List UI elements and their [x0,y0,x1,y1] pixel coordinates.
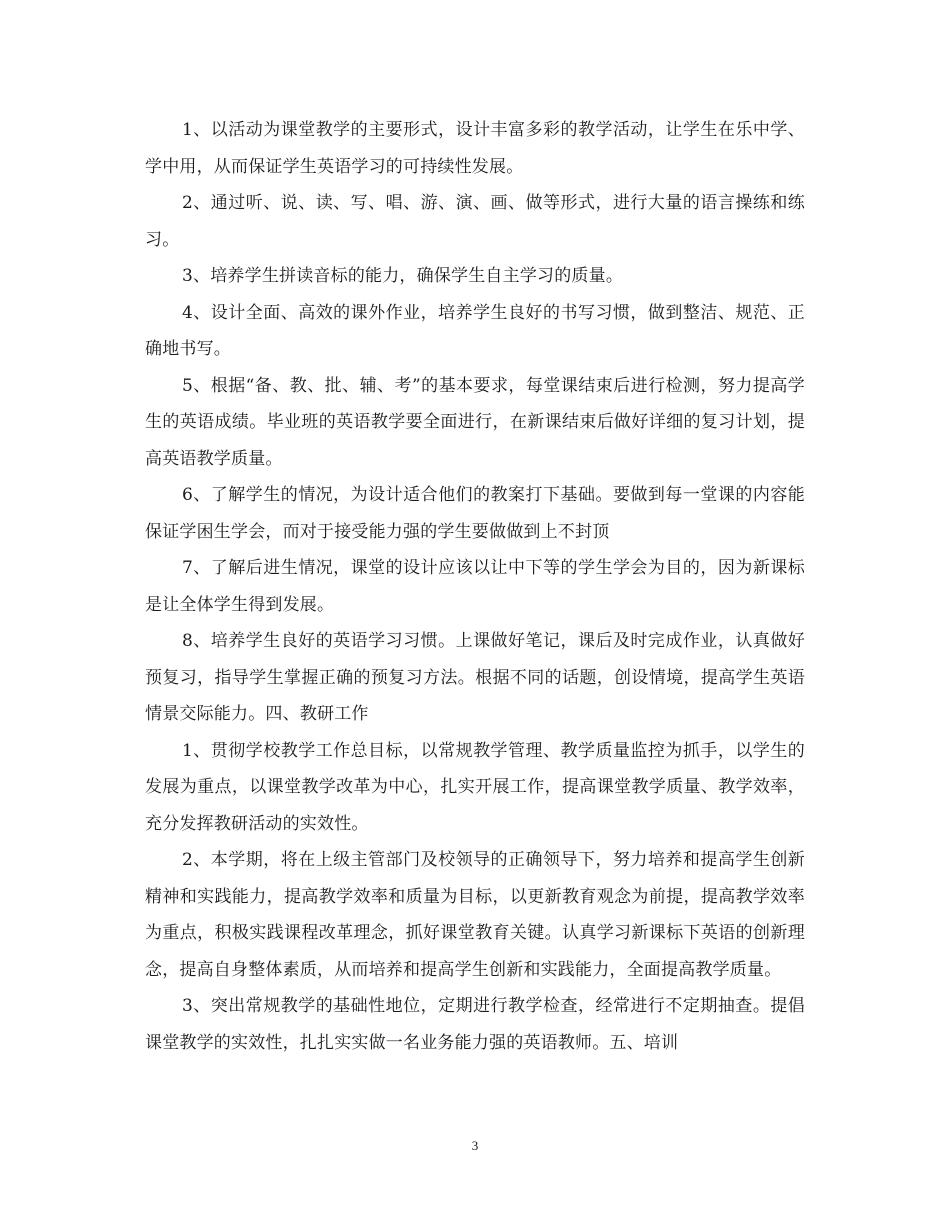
paragraph-3: 3、培养学生拼读音标的能力，确保学生自主学习的质量。 [182,266,624,286]
document-body [145,112,805,1061]
paragraph-7: 7、了解后进生情况，课堂的设计应该以让中下等的学生学会为目的，因为新课标是让全体学生得到发展。 [145,558,805,615]
paragraph-5: 5、根据“备、教、批、辅、考”的基本要求，每堂课结束后进行检测，努力提高学生的英语成绩。毕业班的英语教学要全面进行，在新课结束后做好详细的复习计划，提高英语教学质量。 [145,375,805,469]
paragraph-8: 8、培养学生良好的英语学习习惯。上课做好笔记，课后及时完成作业，认真做好预复习，指导学生掌握正确的预复习方法。根据不同的话题，创设情境，提高学生英语情景交际能力。四、教研工作 [145,631,805,724]
paragraph-1: 1、以活动为课堂教学的主要形式，设计丰富多彩的教学活动，让学生在乐中学、学中用，从而保证学生英语学习的可持续性发展。 [145,120,805,177]
paragraph-10: 2、本学期，将在上级主管部门及校领导的正确领导下，努力培养和提高学生创新精神和实践能力，提高教学效率和质量为目标，以更新教育观念为前提，提高教学效率为重点，积极实践课程改革理念，抓好课堂教育关键。认真学习新课标下英语的创新理念，提高自身整体素质，从而培养和提高学生创新和实践能力，全面提高教学质量。 [145,850,805,980]
page-number: 3 [471,1138,479,1153]
paragraph-4: 4、设计全面、高效的课外作业，培养学生良好的书写习惯，做到整洁、规范、正确地书写。 [145,302,805,359]
paragraph-9: 1、贯彻学校教学工作总目标，以常规教学管理、教学质量监控为抓手，以学生的发展为重点，以课堂教学改革为中心，扎实开展工作，提高课堂教学质量、教学效率，充分发挥教研活动的实效性。 [145,740,805,834]
paragraph-11: 3、突出常规教学的基础性地位，定期进行教学检查，经常进行不定期抽查。提倡课堂教学的实效性，扎扎实实做一名业务能力强的英语教师。五、培训 [145,996,805,1053]
paragraph-6: 6、了解学生的情况，为设计适合他们的教案打下基础。要做到每一堂课的内容能保证学困生学会，而对于接受能力强的学生要做做到上不封顶 [145,485,805,542]
paragraph-2: 2、通过听、说、读、写、唱、游、演、画、做等形式，进行大量的语言操练和练习。 [145,193,805,250]
